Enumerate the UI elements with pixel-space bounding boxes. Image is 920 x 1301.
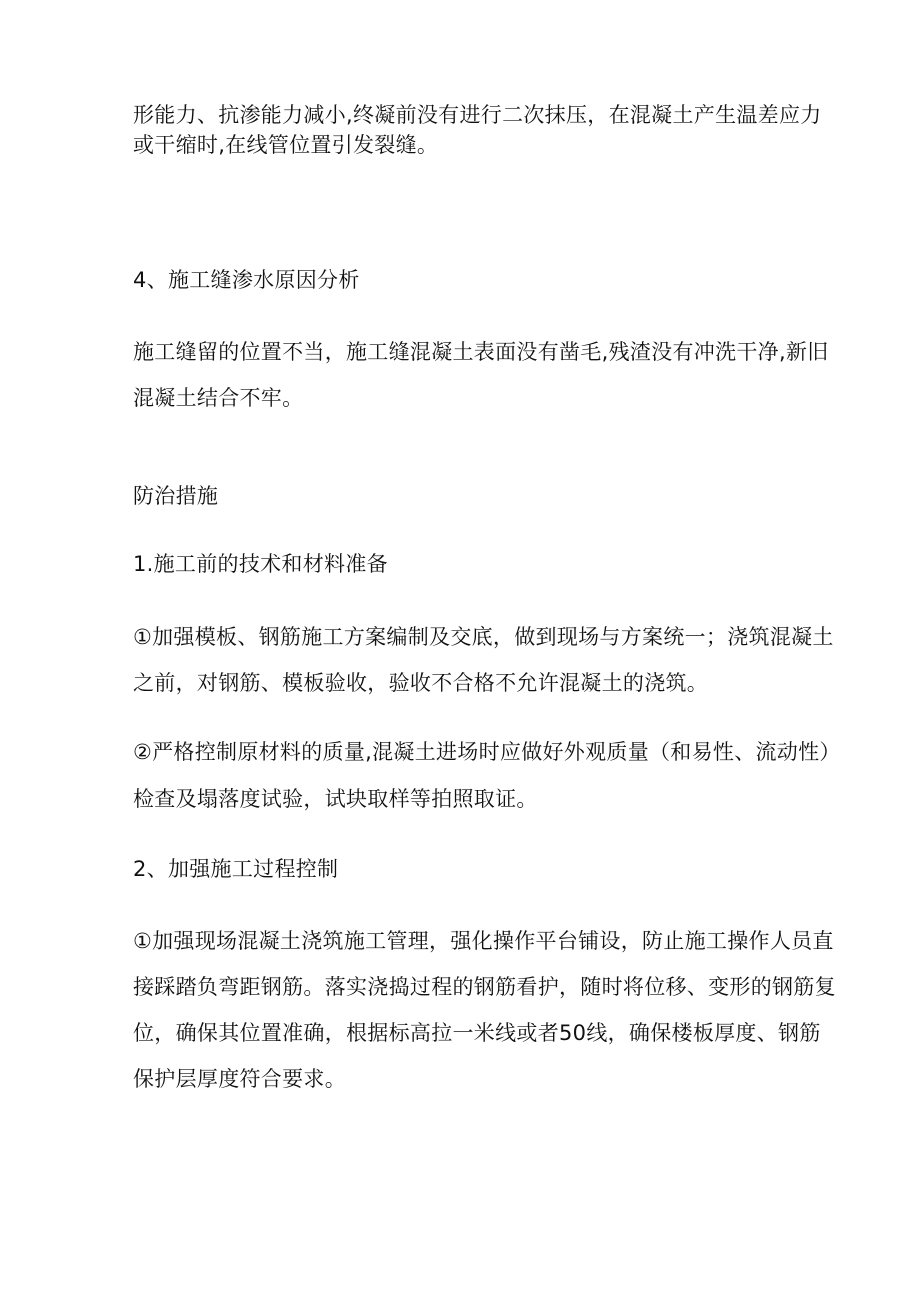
subsection-heading: 1.施工前的技术和材料准备	[133, 552, 388, 576]
paragraph-line: 施工缝留的位置不当，施工缝混凝土表面没有凿毛,残渣没有冲洗干净,新旧	[133, 340, 829, 364]
paragraph-line: 检查及塌落度试验，试块取样等拍照取证。	[133, 787, 538, 811]
paragraph-line: 保护层厚度符合要求。	[133, 1067, 346, 1091]
paragraph-line: 形能力、抗渗能力减小,终凝前没有进行二次抹压，在混凝土产生温差应力	[133, 103, 822, 127]
section-heading: 4、施工缝渗水原因分析	[133, 268, 360, 292]
paragraph-line: 或干缩时,在线管位置引发裂缝。	[133, 133, 439, 157]
paragraph-line: ①加强模板、钢筋施工方案编制及交底，做到现场与方案统一；浇筑混凝土	[133, 625, 834, 649]
paragraph-line: ②严格控制原材料的质量,混凝土进场时应做好外观质量（和易性、流动性）	[133, 740, 841, 764]
paragraph-line: 之前，对钢筋、模板验收，验收不合格不允许混凝土的浇筑。	[133, 671, 709, 695]
paragraph-line: 混凝土结合不牢。	[133, 386, 304, 410]
subsection-heading: 2、加强施工过程控制	[133, 857, 339, 881]
paragraph-line: ①加强现场混凝土浇筑施工管理，强化操作平台铺设，防止施工操作人员直	[133, 929, 834, 953]
section-heading: 防治措施	[133, 484, 219, 508]
paragraph-line: 接踩踏负弯距钢筋。落实浇捣过程的钢筋看护，随时将位移、变形的钢筋复	[133, 975, 836, 999]
paragraph-line: 位，确保其位置准确，根据标高拉一米线或者50线，确保楼板厚度、钢筋	[133, 1021, 821, 1045]
